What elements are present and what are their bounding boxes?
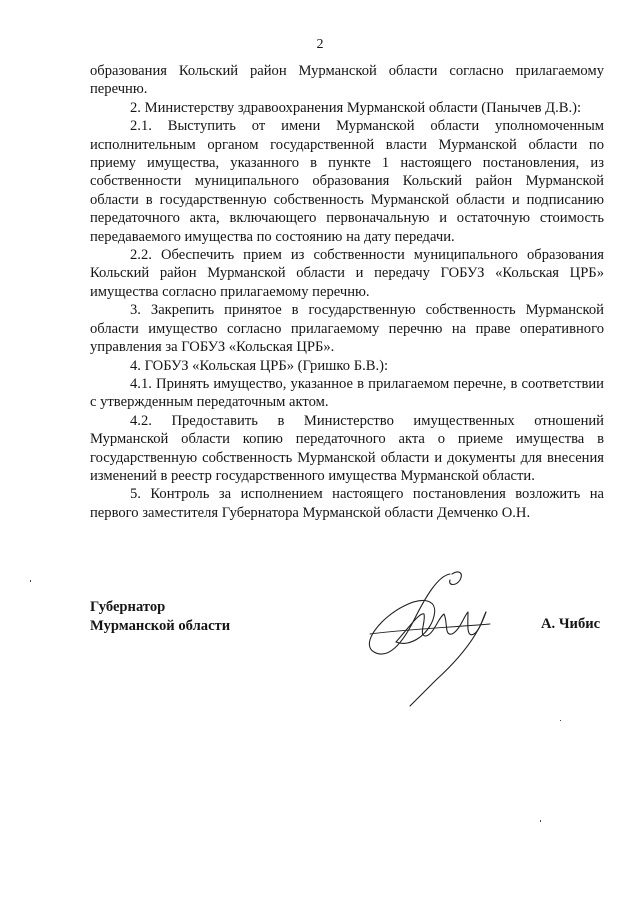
- handwritten-signature: [340, 556, 510, 716]
- signatory-title: [90, 598, 230, 635]
- scan-speck: [560, 720, 561, 721]
- paragraph-1-continuation: образования Кольский район Мурманской области согласно прилагаемому перечню.: [90, 63, 604, 98]
- paragraph-5: 5. Контроль за исполнением настоящего постановления возложить на первого заместителя Губернатора Мурманской области Демченко О.Н.: [90, 486, 604, 521]
- signatory-name: А. Чибис: [541, 616, 601, 632]
- scan-speck: [30, 580, 31, 582]
- document-body: [90, 62, 604, 522]
- paragraph-2-1: 2.1. Выступить от имени Мурманской области уполномоченным исполнительным органом государственной власти Мурманской области по приему имущества, указанного в пункте 1 настоящего постановления, из собственности муниципального образования Кольский район Мурманской области в государственную собственность Мурманской области и подписанию передаточного акта, включающего первоначальную и остаточную стоимость передаваемого имущества по состоянию на дату передачи.: [90, 118, 604, 245]
- paragraph-4-2: 4.2. Предоставить в Министерство имущественных отношений Мурманской области копию передаточного акта о приеме имущества в государственную собственность Мурманской области и документы для внесения изменений в реестр государственного имущества Мурманской области.: [90, 412, 604, 484]
- paragraph-4: 4. ГОБУЗ «Кольская ЦРБ» (Гришко Б.В.):: [130, 357, 389, 374]
- paragraph-3: 3. Закрепить принятое в государственную собственность Мурманской области имущество согласно прилагаемому перечню на праве оперативного управления за ГОБУЗ «Кольская ЦРБ».: [90, 302, 604, 356]
- page-number: 2: [316, 37, 324, 52]
- signatory-title-line1: Губернатор: [90, 599, 166, 615]
- paragraph-2: 2. Министерству здравоохранения Мурманской области (Панычев Д.В.):: [130, 99, 582, 116]
- paragraph-4-1: 4.1. Принять имущество, указанное в прилагаемом перечне, в соответствии с утвержденным передаточным актом.: [90, 375, 604, 411]
- scan-speck: [540, 820, 541, 822]
- paragraph-2-2: 2.2. Обеспечить прием из собственности муниципального образования Кольский район Мурманской области и передачу ГОБУЗ «Кольская ЦРБ» имущества согласно прилагаемому перечню.: [90, 247, 604, 300]
- signatory-title-line2: Мурманской области: [90, 617, 231, 634]
